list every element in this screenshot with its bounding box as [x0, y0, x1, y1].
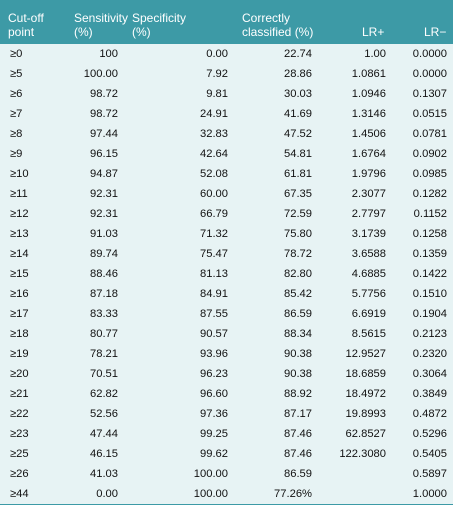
cell-specificity: 7.92 [206, 68, 228, 80]
header-sensitivity-line2: (%) [74, 25, 93, 39]
table-row [0, 224, 453, 244]
cell-cutoff: ≥13 [10, 228, 29, 240]
table-row [0, 464, 453, 484]
header-specificity [124, 0, 234, 44]
cell-correctly-classified: 88.34 [284, 328, 312, 340]
cell-lr-minus: 0.2123 [412, 328, 447, 340]
cell-sensitivity: 87.18 [90, 288, 118, 300]
header-lr-plus-label: LR+ [362, 25, 385, 39]
cell-lr-minus: 0.5897 [412, 468, 447, 480]
cell-lr-minus: 0.1904 [412, 308, 447, 320]
cell-specificity: 100.00 [124, 484, 234, 505]
cell-lr-plus: 2.7797 [351, 208, 386, 220]
cell-cutoff: ≥16 [10, 288, 29, 300]
cell-cutoff: ≥8 [10, 128, 23, 140]
cell-sensitivity: 91.03 [90, 228, 118, 240]
cell-lr-minus: 0.0985 [412, 168, 447, 180]
cell-correctly-classified: 30.03 [284, 88, 312, 100]
cell-cutoff: ≥25 [10, 448, 29, 460]
table-row [0, 184, 453, 204]
table-row [0, 204, 453, 224]
header-correctly-line1: Correctly [242, 11, 291, 25]
table-row [0, 84, 453, 104]
cell-lr-minus: 0.0902 [412, 148, 447, 160]
cell-correctly-classified: 88.92 [284, 388, 312, 400]
cell-correctly-classified: 86.59 [284, 468, 312, 480]
cell-correctly-classified: 28.86 [284, 68, 312, 80]
table-row [0, 424, 453, 444]
cell-sensitivity: 89.74 [90, 248, 118, 260]
cell-lr-minus: 0.1152 [413, 208, 447, 220]
header-lr-minus-label: LR− [424, 25, 447, 39]
cell-lr-plus: 3.6588 [351, 248, 386, 260]
cell-lr-plus: 1.0861 [351, 68, 386, 80]
cell-specificity: 24.91 [200, 108, 228, 120]
cell-lr-minus: 0.2320 [412, 348, 447, 360]
cell-lr-plus: 1.0946 [351, 88, 386, 100]
cell-correctly-classified: 72.59 [284, 208, 312, 220]
cell-correctly-classified: 87.46 [284, 428, 312, 440]
table-row [0, 344, 453, 364]
table-body [0, 44, 453, 505]
cell-sensitivity: 70.51 [90, 368, 118, 380]
cell-cutoff: ≥12 [10, 208, 29, 220]
cell-specificity: 87.55 [200, 308, 228, 320]
table-row [0, 124, 453, 144]
cell-lr-plus: 8.5615 [351, 328, 386, 340]
header-sensitivity [66, 0, 129, 44]
cell-specificity: 99.62 [200, 448, 228, 460]
cell-correctly-classified: 87.46 [284, 448, 312, 460]
cell-lr-minus: 0.1422 [412, 268, 447, 280]
cell-correctly-classified: 78.72 [284, 248, 312, 260]
cell-lr-plus [322, 484, 390, 505]
cell-specificity: 52.08 [200, 168, 228, 180]
cell-lr-minus: 0.0000 [412, 68, 447, 80]
cell-lr-plus [322, 464, 390, 484]
cell-correctly-classified: 86.59 [284, 308, 312, 320]
cell-lr-minus: 0.1510 [412, 288, 447, 300]
header-lr-minus [390, 0, 453, 44]
header-cutoff-line1: Cut-off [8, 11, 44, 25]
cell-specificity: 97.36 [200, 408, 228, 420]
cell-specificity: 60.00 [200, 188, 228, 200]
cell-lr-plus: 4.6885 [351, 268, 386, 280]
cell-sensitivity: 62.82 [90, 388, 118, 400]
cell-cutoff: ≥44 [0, 484, 66, 505]
table-row [0, 384, 453, 404]
cell-sensitivity: 83.33 [90, 308, 118, 320]
cell-cutoff: ≥6 [10, 88, 23, 100]
cell-lr-plus: 2.3077 [351, 188, 386, 200]
table-row [0, 164, 453, 184]
cell-lr-minus: 0.3849 [412, 388, 447, 400]
cell-sensitivity: 92.31 [90, 208, 118, 220]
cell-sensitivity: 78.21 [90, 348, 118, 360]
table-row [0, 64, 453, 84]
cell-specificity: 75.47 [200, 248, 228, 260]
cell-correctly-classified: 22.74 [284, 48, 312, 60]
cell-lr-plus: 6.6919 [351, 308, 386, 320]
cell-lr-plus: 1.00 [364, 48, 386, 60]
cell-specificity: 42.64 [200, 148, 228, 160]
cell-correctly-classified: 67.35 [284, 188, 312, 200]
cell-lr-minus: 0.4872 [412, 408, 447, 420]
cell-sensitivity: 0.00 [66, 484, 124, 505]
cell-specificity: 96.60 [200, 388, 228, 400]
cell-specificity: 9.81 [206, 88, 228, 100]
cell-cutoff: ≥14 [10, 248, 29, 260]
cell-correctly-classified: 41.69 [284, 108, 312, 120]
cell-lr-minus: 0.0781 [412, 128, 447, 140]
table-row [0, 44, 453, 64]
cell-sensitivity: 98.72 [90, 108, 118, 120]
cell-specificity: 84.91 [200, 288, 228, 300]
cell-specificity: 81.13 [200, 268, 228, 280]
cell-correctly-classified: 61.81 [284, 168, 312, 180]
table-row [0, 144, 453, 164]
cell-cutoff: ≥22 [10, 408, 29, 420]
header-cutoff-line2: point [8, 25, 35, 39]
cell-lr-minus: 0.1258 [412, 228, 447, 240]
cell-correctly-classified: 47.52 [284, 128, 312, 140]
cell-lr-minus: 0.1359 [412, 248, 447, 260]
cell-specificity: 32.83 [200, 128, 228, 140]
cell-cutoff: ≥0 [10, 48, 23, 60]
cell-correctly-classified: 54.81 [284, 148, 312, 160]
table-row [0, 484, 453, 505]
cell-lr-plus: 1.9796 [351, 168, 386, 180]
cell-correctly-classified: 75.80 [284, 228, 312, 240]
table-row [0, 364, 453, 384]
header-lr-plus [322, 0, 390, 44]
cell-cutoff: ≥9 [10, 148, 23, 160]
cell-lr-plus: 122.3080 [339, 448, 386, 460]
cell-lr-plus: 12.9527 [345, 348, 386, 360]
cell-cutoff: ≥23 [10, 428, 29, 440]
cell-cutoff: ≥21 [10, 388, 29, 400]
cell-specificity: 99.25 [200, 428, 228, 440]
cell-specificity: 90.57 [200, 328, 228, 340]
cell-lr-plus: 1.3146 [351, 108, 386, 120]
cell-lr-minus: 0.0000 [412, 48, 447, 60]
cell-lr-minus: 0.0515 [412, 108, 447, 120]
cell-sensitivity: 94.87 [90, 168, 118, 180]
cell-cutoff: ≥26 [10, 468, 29, 480]
header-sensitivity-line1: Sensitivity [74, 11, 129, 25]
table-row [0, 304, 453, 324]
cell-sensitivity: 41.03 [90, 468, 118, 480]
cell-cutoff: ≥5 [10, 68, 23, 80]
cell-lr-minus: 0.5296 [412, 428, 447, 440]
cell-sensitivity: 98.72 [90, 88, 118, 100]
cell-cutoff: ≥20 [10, 368, 29, 380]
cell-specificity: 71.32 [200, 228, 228, 240]
cell-cutoff: ≥19 [10, 348, 29, 360]
cell-cutoff: ≥10 [10, 168, 29, 180]
cell-lr-minus: 0.1307 [412, 88, 447, 100]
cell-lr-minus: 0.1282 [412, 188, 447, 200]
cell-correctly-classified: 87.17 [284, 408, 312, 420]
cell-correctly-classified: 77.26% [234, 484, 322, 505]
table-row [0, 104, 453, 124]
cell-specificity: 96.23 [200, 368, 228, 380]
cell-sensitivity: 88.46 [90, 268, 118, 280]
cell-lr-minus: 0.5405 [412, 448, 447, 460]
cell-sensitivity: 80.77 [90, 328, 118, 340]
cell-specificity: 93.96 [200, 348, 228, 360]
cell-lr-plus: 18.6859 [345, 368, 386, 380]
header-specificity-line1: Specificity [132, 11, 187, 25]
table-row [0, 444, 453, 464]
cell-correctly-classified: 90.38 [284, 368, 312, 380]
table-row [0, 264, 453, 284]
header-correctly-line2: classified (%) [242, 25, 314, 39]
cell-specificity: 0.00 [206, 48, 228, 60]
cell-sensitivity: 96.15 [90, 148, 118, 160]
header-cutoff [0, 0, 66, 44]
cell-sensitivity: 97.44 [90, 128, 118, 140]
cell-correctly-classified: 82.80 [284, 268, 312, 280]
cell-lr-plus: 18.4972 [345, 388, 386, 400]
cell-lr-plus: 62.8527 [345, 428, 386, 440]
cell-lr-minus: 0.3064 [412, 368, 447, 380]
cell-specificity: 100.00 [193, 468, 228, 480]
cell-cutoff: ≥15 [10, 268, 29, 280]
header-row [0, 0, 453, 44]
cell-specificity: 66.79 [200, 208, 228, 220]
cell-lr-plus: 1.4506 [351, 128, 386, 140]
table-row [0, 324, 453, 344]
cell-sensitivity: 46.15 [90, 448, 118, 460]
header-correctly-classified [234, 0, 322, 44]
cell-sensitivity: 52.56 [90, 408, 118, 420]
table-row [0, 244, 453, 264]
table-row [0, 284, 453, 304]
cell-cutoff: ≥18 [10, 328, 29, 340]
cell-lr-plus: 3.1739 [351, 228, 386, 240]
header-specificity-line2: (%) [132, 25, 151, 39]
cell-sensitivity: 100 [99, 48, 118, 60]
cell-correctly-classified: 85.42 [284, 288, 312, 300]
cell-sensitivity: 92.31 [90, 188, 118, 200]
cell-cutoff: ≥11 [10, 188, 28, 200]
cell-lr-plus: 5.7756 [351, 288, 386, 300]
cell-lr-minus: 1.0000 [390, 484, 453, 505]
cell-correctly-classified: 90.38 [284, 348, 312, 360]
table-row [0, 404, 453, 424]
cell-cutoff: ≥7 [10, 108, 23, 120]
cell-sensitivity: 100.00 [83, 68, 118, 80]
cell-lr-plus: 1.6764 [351, 148, 386, 160]
cell-lr-plus: 19.8993 [345, 408, 386, 420]
cell-cutoff: ≥17 [10, 308, 29, 320]
cell-sensitivity: 47.44 [90, 428, 118, 440]
